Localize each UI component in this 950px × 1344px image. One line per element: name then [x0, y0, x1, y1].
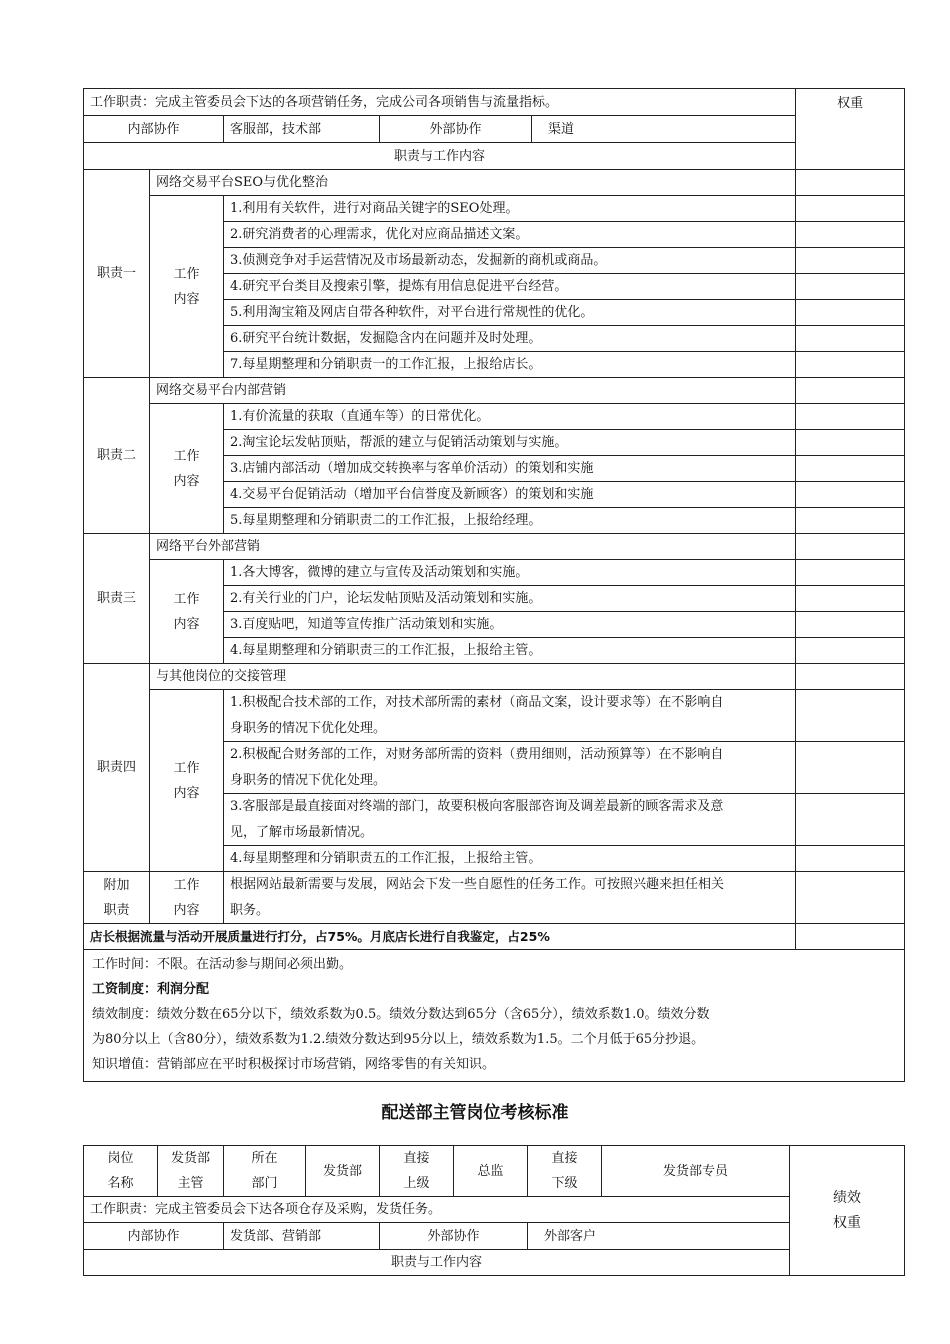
weight-cell: [796, 846, 905, 872]
content-header: 职责与工作内容: [84, 143, 796, 170]
performance-line-2: 为80分以上（含80分），绩效系数为1.2.绩效分数达到95分以上，绩效系数为1.5。二个月低于65分抄退。: [92, 1032, 705, 1047]
duty-item: 5.利用淘宝箱及网店自带各种软件，对平台进行常规性的优化。: [224, 300, 796, 326]
weight-cell: [796, 248, 905, 274]
policy-notes: [84, 950, 905, 1082]
weight-cell: [796, 924, 905, 950]
duty-title: 网络交易平台内部营销: [150, 378, 796, 404]
perf-weight-header: 绩效 权重: [790, 1146, 905, 1276]
content-header: 职责与工作内容: [84, 1250, 790, 1276]
superior-label: 直接 上级: [380, 1146, 454, 1197]
duty-item: 4.交易平台促销活动（增加平台信誉度及新顾客）的策划和实施: [224, 482, 796, 508]
duty-line: 工作职责：完成主管委员会下达的各项营销任务，完成公司各项销售与流量指标。: [84, 89, 796, 116]
marketing-assessment-table: [83, 88, 905, 1082]
superior-value: 总监: [454, 1146, 528, 1197]
scoring-rule: 店长根据流量与活动开展质量进行打分，占75%。月底店长进行自我鉴定，占25%: [84, 924, 796, 950]
weight-cell: [796, 170, 905, 196]
weight-cell: [796, 508, 905, 534]
weight-cell: [796, 586, 905, 612]
external-value: 渠道: [532, 116, 796, 143]
salary-system: 工资制度：利润分配: [92, 982, 210, 997]
weight-cell: [796, 794, 905, 846]
duty-label: 职责二: [84, 378, 150, 534]
external-label: 外部协作: [380, 1223, 528, 1250]
weight-cell: [796, 534, 905, 560]
extra-duty-label: 附加 职责: [84, 872, 150, 924]
weight-cell: [796, 612, 905, 638]
work-content-label: 工作 内容: [150, 404, 224, 534]
duty-item: 3.客服部是最直接面对终端的部门，故要积极向客服部咨询及调差最新的顾客需求及意 见，了解市场最新情况。: [224, 794, 796, 846]
weight-cell: [796, 560, 905, 586]
weight-cell: [796, 404, 905, 430]
internal-label: 内部协作: [84, 116, 224, 143]
dept-label: 所在 部门: [224, 1146, 306, 1197]
post-name-label: 岗位 名称: [84, 1146, 158, 1197]
dept-value: 发货部: [306, 1146, 380, 1197]
duty-item: 1.积极配合技术部的工作，对技术部所需的素材（商品文案，设计要求等）在不影响自 身职务的情况下优化处理。: [224, 690, 796, 742]
duty-title: 与其他岗位的交接管理: [150, 664, 796, 690]
work-time: 工作时间：不限。在活动参与期间必须出勤。: [92, 957, 353, 972]
internal-label: 内部协作: [84, 1223, 224, 1250]
work-content-label: 工作 内容: [150, 872, 224, 924]
duty-item: 4.每星期整理和分销职责三的工作汇报，上报给主管。: [224, 638, 796, 664]
weight-cell: [796, 872, 905, 924]
duty-item: 3.店铺内部活动（增加成交转换率与客单价活动）的策划和实施: [224, 456, 796, 482]
duty-item: 1.利用有关软件，进行对商品关键字的SEO处理。: [224, 196, 796, 222]
duty-item: 4.每星期整理和分销职责五的工作汇报，上报给主管。: [224, 846, 796, 872]
weight-cell: [796, 196, 905, 222]
weight-cell: [796, 664, 905, 690]
weight-cell: [796, 430, 905, 456]
external-label: 外部协作: [380, 116, 532, 143]
duty-item: 3.百度贴吧，知道等宣传推广活动策划和实施。: [224, 612, 796, 638]
subordinate-label: 直接 下级: [528, 1146, 602, 1197]
weight-cell: [796, 378, 905, 404]
weight-cell: [796, 326, 905, 352]
duty-title: 网络交易平台SEO与优化整治: [150, 170, 796, 196]
duty-line: 工作职责：完成主管委员会下达各项仓存及采购，发货任务。: [84, 1197, 790, 1223]
internal-value: 发货部、营销部: [224, 1223, 380, 1250]
work-content-label: 工作 内容: [150, 196, 224, 378]
weight-cell: [796, 482, 905, 508]
weight-cell: [796, 274, 905, 300]
weight-header: 权重: [796, 89, 905, 170]
duty-item: 1.各大博客，微博的建立与宣传及活动策划和实施。: [224, 560, 796, 586]
subordinate-value: 发货部专员: [602, 1146, 790, 1197]
knowledge-growth: 知识增值：营销部应在平时积极探讨市场营销，网络零售的有关知识。: [92, 1057, 496, 1072]
duty-item: 2.积极配合财务部的工作，对财务部所需的资料（费用细则，活动预算等）在不影响自 身职务的情况下优化处理。: [224, 742, 796, 794]
duty-item: 2.有关行业的门户，论坛发帖顶贴及活动策划和实施。: [224, 586, 796, 612]
work-content-label: 工作 内容: [150, 690, 224, 872]
weight-cell: [796, 638, 905, 664]
duty-item: 7.每星期整理和分销职责一的工作汇报，上报给店长。: [224, 352, 796, 378]
duty-label: 职责一: [84, 170, 150, 378]
duty-item: 1.有价流量的获取（直通车等）的日常优化。: [224, 404, 796, 430]
weight-cell: [796, 222, 905, 248]
performance-line-1: 绩效制度：绩效分数在65分以下，绩效系数为0.5。绩效分数达到65分（含65分），绩效系数1.0。绩效分数: [92, 1007, 710, 1022]
duty-item: 4.研究平台类目及搜索引擎，提炼有用信息促进平台经营。: [224, 274, 796, 300]
duty-label: 职责四: [84, 664, 150, 872]
duty-item: 5.每星期整理和分销职责二的工作汇报，上报给经理。: [224, 508, 796, 534]
duty-title: 网络平台外部营销: [150, 534, 796, 560]
weight-cell: [796, 456, 905, 482]
weight-cell: [796, 352, 905, 378]
work-content-label: 工作 内容: [150, 560, 224, 664]
duty-label: 职责三: [84, 534, 150, 664]
weight-cell: [796, 742, 905, 794]
delivery-assessment-table: [83, 1145, 905, 1276]
weight-cell: [796, 300, 905, 326]
post-name-value: 发货部 主管: [158, 1146, 224, 1197]
weight-cell: [796, 690, 905, 742]
external-value: 外部客户: [528, 1223, 790, 1250]
extra-duty-content: 根据网站最新需要与发展，网站会下发一些自愿性的任务工作。可按照兴趣来担任相关 职务。: [224, 872, 796, 924]
duty-item: 2.淘宝论坛发帖顶贴，帮派的建立与促销活动策划与实施。: [224, 430, 796, 456]
section-title: 配送部主管岗位考核标准: [381, 1103, 569, 1123]
duty-item: 3.侦测竞争对手运营情况及市场最新动态，发掘新的商机或商品。: [224, 248, 796, 274]
duty-item: 2.研究消费者的心理需求，优化对应商品描述文案。: [224, 222, 796, 248]
internal-value: 客服部，技术部: [224, 116, 380, 143]
duty-item: 6.研究平台统计数据，发掘隐含内在问题并及时处理。: [224, 326, 796, 352]
